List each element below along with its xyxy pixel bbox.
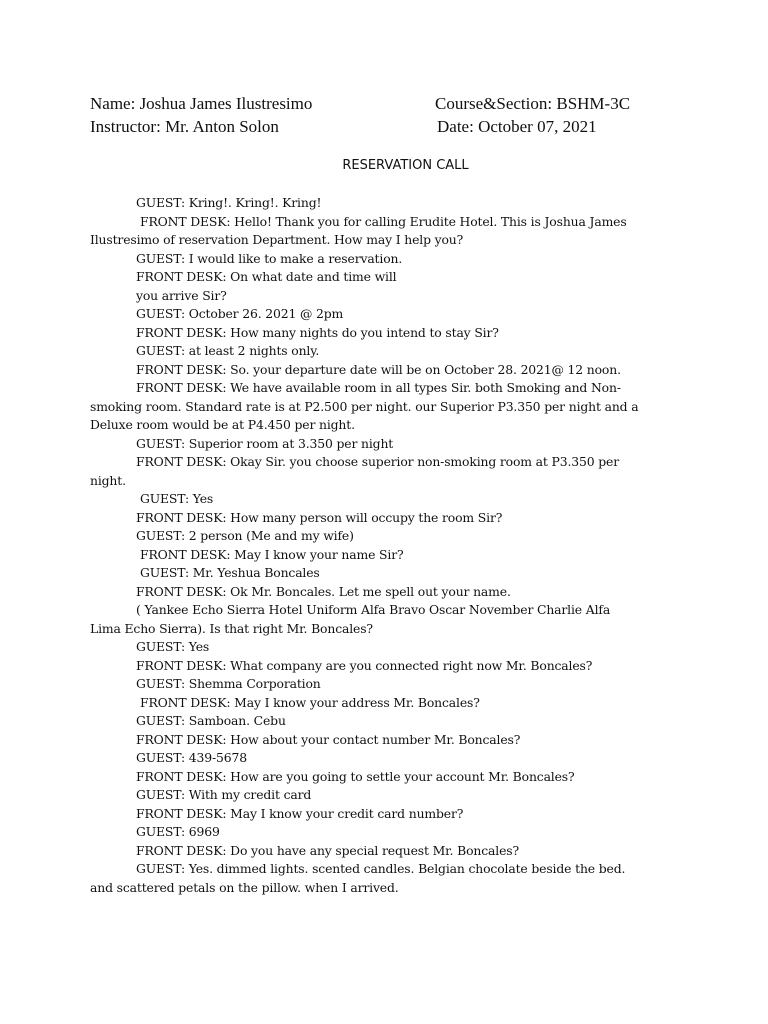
dialogue-body <box>90 194 680 897</box>
dialogue-line: Deluxe room would be at P4.450 per night. <box>90 417 355 432</box>
dialogue-line: GUEST: With my credit card <box>136 787 312 802</box>
dialogue-line: GUEST: 2 person (Me and my wife) <box>136 528 354 543</box>
dialogue-line: Lima Echo Sierra). Is that right Mr. Boncales? <box>90 620 373 636</box>
dialogue-line: FRONT DESK: On what date and time will <box>136 269 397 284</box>
dialogue-line: FRONT DESK: Hello! Thank you for calling Erudite Hotel. This is Joshua James <box>140 213 627 229</box>
dialogue-line: GUEST: Yes <box>140 491 214 506</box>
dialogue-line: FRONT DESK: We have available room in all types Sir. both Smoking and Non- <box>136 380 621 395</box>
header-row-2 <box>90 115 710 138</box>
dialogue-line: FRONT DESK: May I know your name Sir? <box>140 546 404 562</box>
dialogue-line: FRONT DESK: What company are you connected right now Mr. Boncales? <box>136 657 593 673</box>
dialogue-line: FRONT DESK: Okay Sir. you choose superior non-smoking room at P3.350 per <box>136 454 619 469</box>
dialogue-line: GUEST: Yes <box>136 639 210 654</box>
document-header <box>90 92 710 138</box>
document-date: Date: October 07, 2021 <box>437 117 597 136</box>
dialogue-line: FRONT DESK: So. your departure date will be on October 28. 2021@ 12 noon. <box>136 361 621 377</box>
dialogue-line: GUEST: Superior room at 3.350 per night <box>136 435 394 451</box>
dialogue-line: GUEST: Yes. dimmed lights. scented candles. Belgian chocolate beside the bed. <box>136 861 626 876</box>
dialogue-line: GUEST: Shemma Corporation <box>136 676 321 691</box>
dialogue-line: GUEST: at least 2 nights only. <box>136 343 320 358</box>
dialogue-line: smoking room. Standard rate is at P2.500 per night. our Superior P3.350 per night and a <box>90 398 639 414</box>
course-section: Course&Section: BSHM-3C <box>435 94 631 113</box>
dialogue-line: you arrive Sir? <box>136 287 227 303</box>
dialogue-line: FRONT DESK: May I know your credit card number? <box>136 805 464 821</box>
document-title: RESERVATION CALL <box>342 158 469 173</box>
dialogue-line: GUEST: Mr. Yeshua Boncales <box>140 565 320 580</box>
dialogue-line: FRONT DESK: How are you going to settle your account Mr. Boncales? <box>136 768 575 784</box>
dialogue-line: night. <box>90 472 126 488</box>
instructor-name: Instructor: Mr. Anton Solon <box>90 117 279 136</box>
dialogue-line: FRONT DESK: How many person will occupy the room Sir? <box>136 509 503 525</box>
dialogue-line: GUEST: Samboan. Cebu <box>136 713 286 728</box>
student-name: Name: Joshua James Ilustresimo <box>90 94 313 113</box>
dialogue-line: FRONT DESK: May I know your address Mr. Boncales? <box>140 694 480 710</box>
dialogue-line: ( Yankee Echo Sierra Hotel Uniform Alfa Bravo Oscar November Charlie Alfa <box>136 602 611 617</box>
dialogue-line: and scattered petals on the pillow. when I arrived. <box>90 879 399 895</box>
dialogue-line: Ilustresimo of reservation Department. How may I help you? <box>90 232 464 247</box>
dialogue-line: GUEST: October 26. 2021 @ 2pm <box>136 306 344 321</box>
dialogue-line: GUEST: 6969 <box>136 824 220 839</box>
dialogue-line: GUEST: 439-5678 <box>136 750 247 765</box>
dialogue-line: GUEST: Kring!. Kring!. Kring! <box>136 195 322 210</box>
dialogue-line: FRONT DESK: Do you have any special request Mr. Boncales? <box>136 842 519 858</box>
dialogue-line: GUEST: I would like to make a reservation. <box>136 250 403 266</box>
header-row-1 <box>90 92 710 115</box>
dialogue-line: FRONT DESK: Ok Mr. Boncales. Let me spell out your name. <box>136 583 511 599</box>
dialogue-line: FRONT DESK: How about your contact number Mr. Boncales? <box>136 731 521 747</box>
dialogue-line: FRONT DESK: How many nights do you intend to stay Sir? <box>136 324 499 340</box>
